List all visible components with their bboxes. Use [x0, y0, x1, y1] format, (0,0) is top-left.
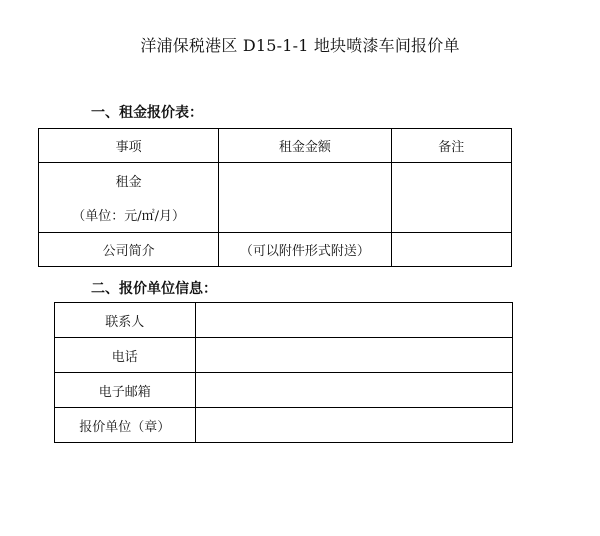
table-row: [39, 233, 512, 267]
header-note: 备注: [391, 129, 511, 163]
rent-cell: [39, 163, 219, 233]
table-row: [39, 163, 512, 233]
email-label: 电子邮箱: [55, 373, 196, 408]
header-item: 事项: [39, 129, 219, 163]
rent-quote-table: [38, 128, 512, 267]
document-title: 洋浦保税港区 D15-1-1 地块喷漆车间报价单: [140, 36, 460, 55]
header-amount: 租金金额: [219, 129, 391, 163]
table-row: [55, 373, 513, 408]
table-row: [55, 303, 513, 338]
section-heading-bidder: 二、报价单位信息：: [91, 281, 217, 297]
company-intro-note-field[interactable]: [391, 233, 511, 267]
phone-label: 电话: [55, 338, 196, 373]
section-heading-rent: 一、租金报价表：: [91, 105, 203, 121]
contact-field[interactable]: [195, 303, 512, 338]
company-seal-label: 报价单位（章）: [55, 408, 196, 443]
table-row: [55, 408, 513, 443]
phone-field[interactable]: [195, 338, 512, 373]
rent-label: 租金: [115, 175, 142, 190]
rent-note-field[interactable]: [391, 163, 511, 233]
rent-unit: （单位：元/㎡/月）: [72, 209, 185, 224]
table-header-row: [39, 129, 512, 163]
email-field[interactable]: [195, 373, 512, 408]
table-row: [55, 338, 513, 373]
contact-label: 联系人: [55, 303, 196, 338]
bidder-info-table: [54, 302, 513, 443]
company-intro-field[interactable]: （可以附件形式附送）: [219, 233, 391, 267]
rent-amount-field[interactable]: [219, 163, 391, 233]
company-seal-field[interactable]: [195, 408, 512, 443]
company-intro-label: 公司简介: [39, 233, 219, 267]
